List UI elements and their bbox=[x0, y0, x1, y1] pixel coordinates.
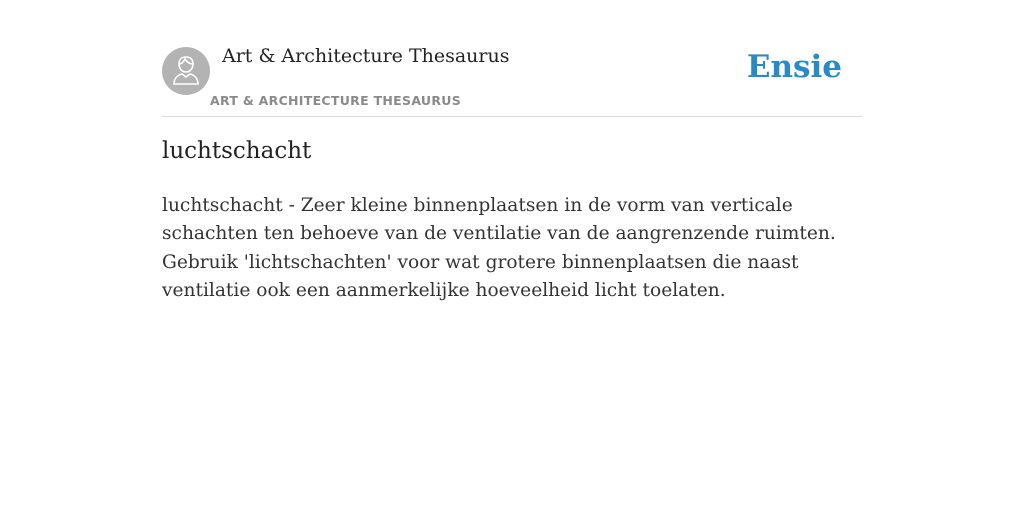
user-avatar-icon bbox=[172, 55, 200, 85]
term-definition: luchtschacht - Zeer kleine binnenplaatsen in de vorm van verticale schachten ten behoeve van de ventilatie van de aangrenzende ruimten. Gebruik 'lichtschachten' voor wat grotere binnenplaatsen die naast ventilatie ook een aanmerkelijke hoeveelheid licht toelaten. bbox=[162, 195, 836, 301]
ensie-logo[interactable]: Ensie bbox=[746, 49, 842, 85]
term-title: luchtschacht bbox=[162, 138, 312, 164]
page-header bbox=[162, 40, 862, 117]
author-caption: ART & ARCHITECTURE THESAURUS bbox=[210, 93, 462, 108]
author-avatar[interactable] bbox=[162, 47, 210, 95]
author-name[interactable]: Art & Architecture Thesaurus bbox=[222, 45, 510, 67]
